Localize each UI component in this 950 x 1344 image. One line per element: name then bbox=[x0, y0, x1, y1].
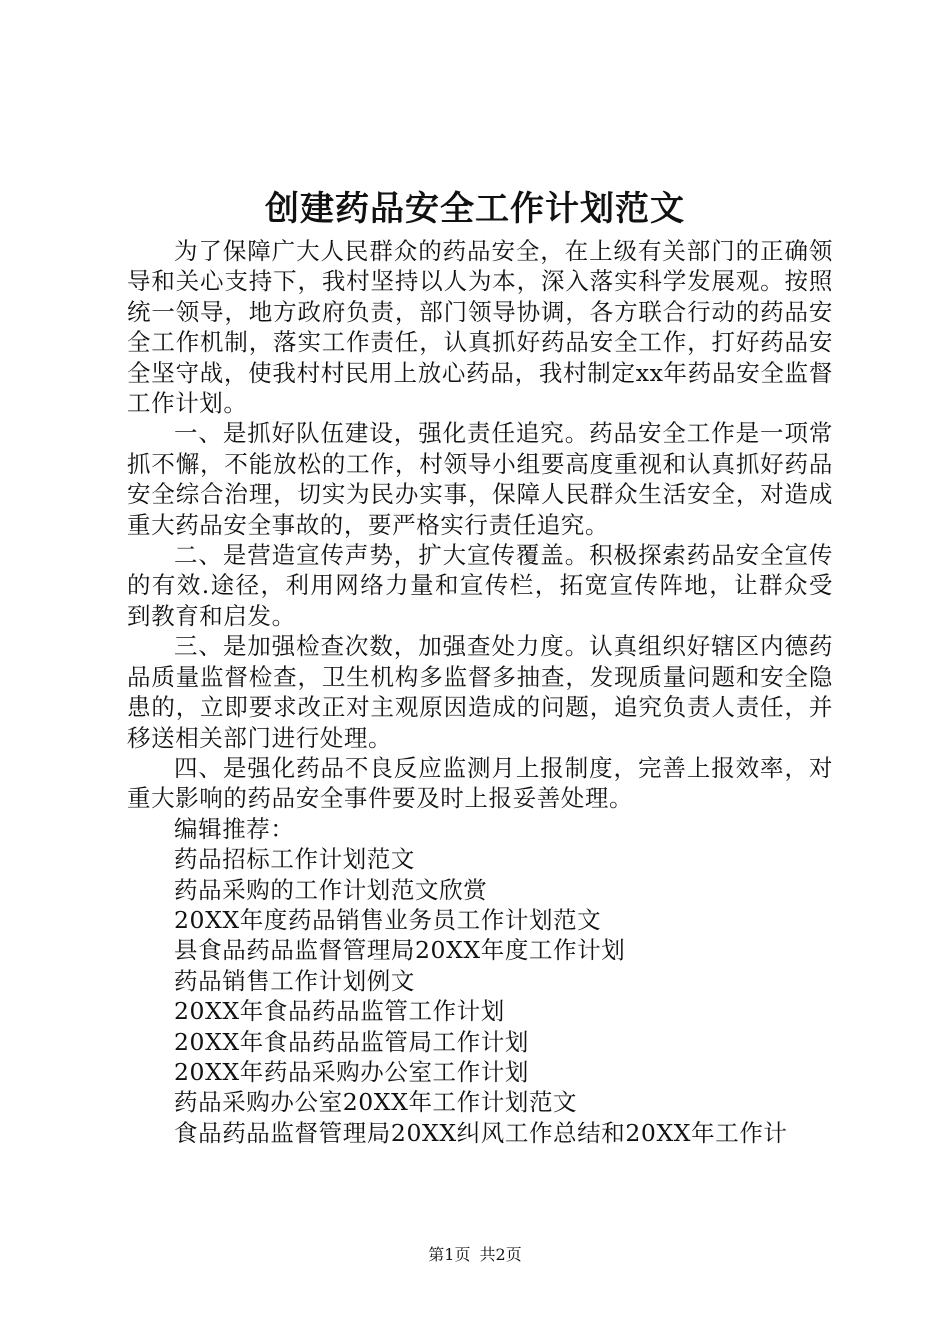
recommend-label: 编辑推荐： bbox=[174, 814, 295, 843]
recommendation-link[interactable]: 20XX年度药品销售业务员工作计划范文 bbox=[174, 905, 602, 934]
recommendation-link[interactable]: 20XX年食品药品监管局工作计划 bbox=[174, 1027, 529, 1056]
recommendation-list bbox=[127, 814, 833, 1148]
section-three-paragraph: 三、是加强检查次数，加强查处力度。认真组织好辖区内德药品质量监督检查，卫生机构多监督多抽查，发现质量问题和安全隐患的，立即要求改正对主观原因造成的问题，追究负责人责任，并移送相关部门进行处理。 bbox=[127, 632, 833, 752]
intro-paragraph: 为了保障广大人民群众的药品安全，在上级有关部门的正确领导和关心支持下，我村坚持以人为本，深入落实科学发展观。按照统一领导，地方政府负责，部门领导协调，各方联合行动的药品安全工作机制，落实工作责任，认真抓好药品安全工作，打好药品安全坚守战，使我村村民用上放心药品，我村制定xx年药品安全监督工作计划。 bbox=[127, 237, 833, 418]
recommendation-link[interactable]: 20XX年食品药品监管工作计划 bbox=[174, 997, 505, 1026]
page-number: 第1页 bbox=[428, 1245, 471, 1264]
section-one-paragraph: 一、是抓好队伍建设，强化责任追究。药品安全工作是一项常抓不懈，不能放松的工作，村领导小组要高度重视和认真抓好药品安全综合治理，切实为民办实事，保障人民群众生活安全，对造成重大药品安全事故的，要严格实行责任追究。 bbox=[127, 419, 833, 539]
document-body bbox=[127, 236, 833, 1148]
recommendation-link[interactable]: 药品招标工作计划范文 bbox=[174, 845, 415, 874]
recommendation-link[interactable]: 县食品药品监督管理局20XX年度工作计划 bbox=[174, 936, 626, 965]
page-footer bbox=[0, 1244, 950, 1266]
document-title: 创建药品安全工作计划范文 bbox=[265, 189, 685, 229]
recommendation-link[interactable]: 20XX年药品采购办公室工作计划 bbox=[174, 1057, 529, 1086]
page-total: 共2页 bbox=[479, 1245, 522, 1264]
recommendation-link[interactable]: 药品销售工作计划例文 bbox=[174, 966, 415, 995]
recommendation-link[interactable]: 药品采购办公室20XX年工作计划范文 bbox=[174, 1088, 578, 1117]
section-four-paragraph: 四、是强化药品不良反应监测月上报制度，完善上报效率，对重大影响的药品安全事件要及时上报妥善处理。 bbox=[127, 753, 833, 813]
recommendation-link[interactable]: 药品采购的工作计划范文欣赏 bbox=[174, 875, 488, 904]
recommendation-link[interactable]: 食品药品监督管理局20XX纠风工作总结和20XX年工作计 bbox=[174, 1118, 788, 1147]
recommend-heading bbox=[174, 814, 833, 844]
section-two-paragraph: 二、是营造宣传声势，扩大宣传覆盖。积极探索药品安全宣传的有效.途径，利用网络力量和宣传栏，拓宽宣传阵地，让群众受到教育和启发。 bbox=[127, 541, 833, 630]
